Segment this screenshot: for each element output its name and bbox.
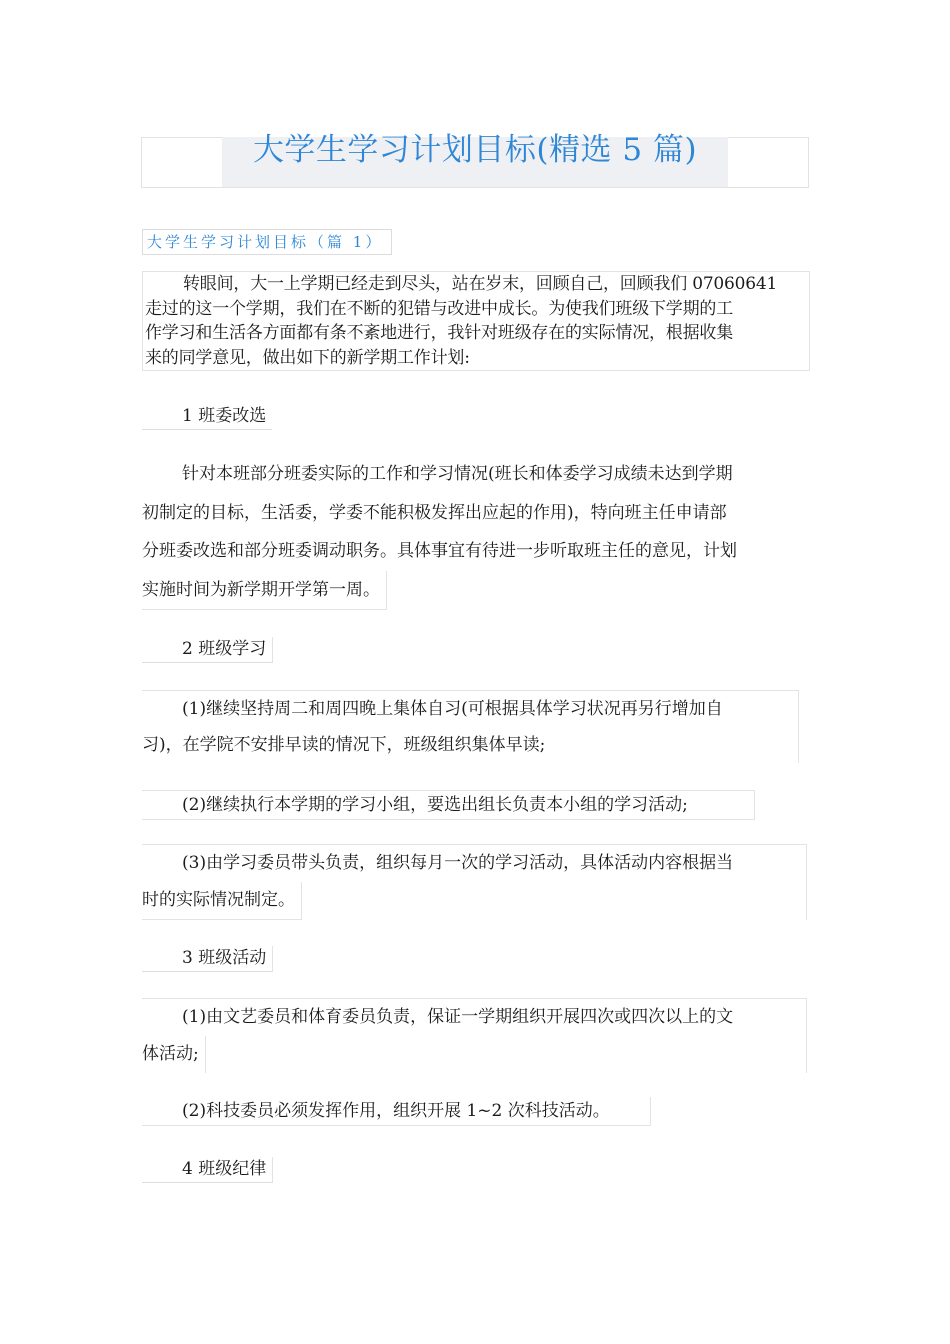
section-2-item-1 xyxy=(142,690,799,763)
section-2-item-3-line-2: 时的实际情况制定。 xyxy=(142,882,302,920)
section-2-item-3-line-1: (3)由学习委员带头负责，组织每月一次的学习活动，具体活动内容根据当 xyxy=(182,853,734,873)
section-heading-4-text: 4 班级纪律 xyxy=(182,1159,267,1179)
section-1-line-2: 初制定的目标，生活委，学委不能积极发挥出应起的作用)，特向班主任申请部 xyxy=(142,502,727,523)
section-2-item-1-line-2: 习)，在学院不安排早读的情况下，班级组织集体早读; xyxy=(142,735,546,755)
section-heading-4 xyxy=(142,1157,273,1183)
section-2-item-1-line-1: (1)继续坚持周二和周四晚上集体自习(可根据具体学习状况再另行增加自 xyxy=(182,699,723,719)
section-3-item-2 xyxy=(142,1097,651,1126)
section-heading-2 xyxy=(142,637,273,663)
section-3-item-1-line-1: (1)由文艺委员和体育委员负责，保证一学期组织开展四次或四次以上的文 xyxy=(182,1007,734,1027)
section-1-paragraph xyxy=(142,455,808,610)
section-heading-1 xyxy=(142,404,272,430)
section-heading-3 xyxy=(142,946,273,972)
page-title: 大学生学习计划目标(精选 5 篇) xyxy=(252,132,698,168)
section-2-item-2-text: (2)继续执行本学期的学习小组，要选出组长负责本小组的学习活动; xyxy=(182,795,688,815)
section-heading-1-text: 1 班委改选 xyxy=(182,406,267,426)
intro-paragraph xyxy=(142,271,810,371)
intro-line-2: 走过的这一个学期，我们在不断的犯错与改进中成长。为使我们班级下学期的工 xyxy=(145,298,733,319)
section-2-item-2 xyxy=(142,790,755,820)
intro-line-4: 来的同学意见，做出如下的新学期工作计划: xyxy=(145,347,470,368)
section-3-item-2-text: (2)科技委员必须发挥作用，组织开展 1~2 次科技活动。 xyxy=(182,1101,610,1121)
intro-line-3: 作学习和生活各方面都有条不紊地进行，我针对班级存在的实际情况，根据收集 xyxy=(145,323,733,343)
section-subheading: 大学生学习计划目标（篇 1） xyxy=(142,229,392,255)
section-1-line-4: 实施时间为新学期开学第一周。 xyxy=(142,571,387,611)
section-heading-2-text: 2 班级学习 xyxy=(182,639,267,659)
section-1-line-3: 分班委改选和部分班委调动职务。具体事宜有待进一步听取班主任的意见，计划 xyxy=(142,541,737,561)
intro-line-1: 转眼间，大一上学期已经走到尽头，站在岁末，回顾自己，回顾我们 07060641 xyxy=(183,274,778,294)
section-3-item-1 xyxy=(142,998,807,1073)
section-2-item-3 xyxy=(142,844,807,920)
section-heading-3-text: 3 班级活动 xyxy=(182,948,267,968)
section-1-line-1: 针对本班部分班委实际的工作和学习情况(班长和体委学习成绩未达到学期 xyxy=(182,464,733,484)
section-3-item-1-line-2: 体活动; xyxy=(142,1036,206,1073)
